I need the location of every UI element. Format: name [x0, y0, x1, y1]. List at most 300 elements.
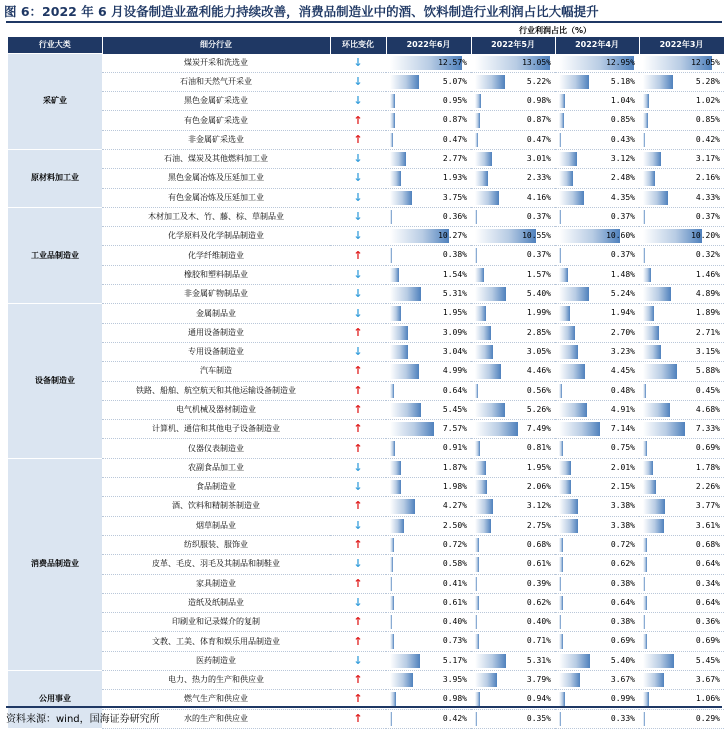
value-text: 0.69% — [695, 443, 720, 453]
value-cell — [639, 72, 724, 91]
arrow-up-icon: ↑ — [353, 402, 363, 416]
industry-name: 通用设备制造业 — [102, 323, 330, 342]
arrow-up-icon: ↑ — [353, 113, 363, 127]
change-arrow-cell — [330, 111, 386, 130]
change-arrow-cell — [330, 381, 386, 400]
value-cell — [386, 323, 471, 342]
value-text: 0.91% — [442, 443, 467, 453]
data-bar — [390, 403, 421, 417]
change-arrow-cell — [330, 149, 386, 168]
table-row — [8, 111, 724, 130]
value-text: 0.68% — [526, 539, 551, 549]
figure-title: 图 6：2022 年 6 月设备制造业盈利能力持续改善，消费品制造业中的酒、饮料制造行业利润占比大幅提升 — [4, 4, 599, 19]
value-text: 0.95% — [442, 96, 467, 106]
data-bar — [390, 171, 401, 185]
value-text: 0.34% — [695, 578, 720, 588]
value-text: 0.39% — [526, 578, 551, 588]
data-bar — [559, 306, 570, 320]
arrow-up-icon: ↑ — [353, 634, 363, 648]
data-bar — [559, 422, 600, 436]
data-bar — [559, 615, 561, 629]
value-cell — [471, 632, 555, 651]
value-text: 5.31% — [526, 655, 551, 665]
value-cell — [471, 400, 555, 419]
value-cell — [471, 420, 555, 439]
value-cell — [639, 285, 724, 304]
value-cell — [639, 400, 724, 419]
value-text: 3.95% — [442, 675, 467, 684]
value-text: 10.20% — [691, 231, 720, 241]
data-bar — [559, 538, 563, 552]
value-text: 0.29% — [695, 713, 720, 723]
value-text: 1.46% — [695, 269, 720, 279]
data-bar — [390, 673, 413, 687]
value-text: 4.33% — [695, 192, 720, 202]
value-text: 0.64% — [695, 559, 720, 569]
value-cell — [471, 516, 555, 535]
value-text: 0.42% — [695, 134, 720, 144]
value-cell — [471, 72, 555, 91]
table-row — [8, 246, 724, 265]
data-bar — [643, 499, 665, 513]
value-cell — [386, 342, 471, 361]
value-text: 5.31% — [442, 289, 467, 299]
data-bar — [475, 557, 479, 571]
value-cell — [471, 555, 555, 574]
value-cell — [471, 651, 555, 670]
value-text: 7.33% — [695, 424, 720, 434]
value-cell — [639, 342, 724, 361]
data-bar — [559, 113, 564, 127]
value-cell — [555, 574, 639, 593]
value-cell — [386, 478, 471, 497]
arrow-up-icon: ↑ — [353, 132, 363, 146]
value-text: 0.62% — [526, 597, 551, 607]
value-cell — [639, 420, 724, 439]
value-cell — [555, 92, 639, 111]
data-bar — [559, 326, 575, 340]
table-row — [8, 188, 724, 207]
value-text: 0.35% — [526, 713, 551, 723]
value-cell — [555, 111, 639, 130]
arrow-up-icon: ↑ — [353, 383, 363, 397]
data-bar — [475, 654, 506, 668]
col-header-category: 行业大类 — [8, 37, 102, 54]
value-text: 12.57% — [438, 57, 467, 67]
value-cell — [471, 342, 555, 361]
value-cell — [386, 72, 471, 91]
value-cell — [555, 651, 639, 670]
value-text: 12.05% — [691, 57, 720, 67]
data-bar — [643, 191, 668, 205]
data-bar — [643, 480, 656, 494]
value-cell — [471, 188, 555, 207]
value-cell — [471, 323, 555, 342]
value-text: 3.38% — [610, 520, 635, 530]
value-cell — [471, 593, 555, 612]
arrow-down-icon: ↓ — [353, 480, 363, 494]
value-cell — [386, 169, 471, 188]
data-bar — [559, 287, 589, 301]
value-text: 5.18% — [610, 76, 635, 86]
data-bar — [643, 75, 673, 89]
data-bar — [390, 364, 419, 378]
data-bar — [475, 538, 479, 552]
data-bar — [390, 654, 420, 668]
value-text: 1.54% — [442, 269, 467, 279]
data-bar — [559, 557, 563, 571]
value-text: 2.01% — [610, 462, 635, 472]
value-cell — [639, 111, 724, 130]
value-text: 0.37% — [526, 250, 551, 260]
value-cell — [471, 285, 555, 304]
header-row — [8, 37, 724, 54]
data-bar — [390, 345, 408, 359]
industry-name: 电力、热力的生产和供应业 — [102, 671, 330, 690]
data-bar — [475, 634, 479, 648]
arrow-down-icon: ↓ — [353, 518, 363, 532]
industry-name: 煤炭开采和洗选业 — [102, 54, 330, 73]
data-bar — [475, 519, 491, 533]
table-row — [8, 458, 724, 477]
value-cell — [386, 362, 471, 381]
data-bar — [559, 171, 573, 185]
value-text: 2.15% — [610, 482, 635, 492]
value-cell — [555, 207, 639, 226]
value-cell — [386, 304, 471, 323]
value-cell — [639, 362, 724, 381]
data-bar — [475, 191, 499, 205]
table-row — [8, 265, 724, 284]
industry-name: 食品制造业 — [102, 478, 330, 497]
value-text: 4.46% — [526, 366, 551, 376]
data-bar — [559, 248, 561, 262]
table-row — [8, 497, 724, 516]
data-bar — [475, 712, 477, 726]
data-bar — [390, 538, 394, 552]
arrow-up-icon: ↑ — [353, 325, 363, 339]
change-arrow-cell — [330, 188, 386, 207]
value-text: 4.68% — [695, 404, 720, 414]
value-text: 1.48% — [610, 269, 635, 279]
table-row — [8, 227, 724, 246]
industry-name: 铁路、船舶、航空航天和其他运输设备制造业 — [102, 381, 330, 400]
arrow-down-icon: ↓ — [353, 190, 363, 204]
data-bar — [390, 480, 401, 494]
value-text: 0.47% — [526, 134, 551, 144]
data-bar — [643, 152, 661, 166]
value-cell — [386, 632, 471, 651]
arrow-down-icon: ↓ — [353, 55, 363, 69]
change-arrow-cell — [330, 362, 386, 381]
value-text: 0.40% — [442, 617, 467, 627]
industry-name: 烟草制品业 — [102, 516, 330, 535]
value-text: 0.43% — [610, 134, 635, 144]
value-cell — [639, 555, 724, 574]
category-cell: 公用事业 — [8, 671, 102, 729]
industry-name: 非金属矿物制品业 — [102, 285, 330, 304]
data-bar — [643, 461, 653, 475]
value-cell — [555, 613, 639, 632]
data-bar — [643, 345, 661, 359]
data-bar — [559, 75, 589, 89]
value-text: 3.61% — [695, 520, 720, 530]
value-text: 5.40% — [526, 289, 551, 299]
value-cell — [471, 304, 555, 323]
value-cell — [386, 497, 471, 516]
data-bar — [390, 75, 419, 89]
table-row — [8, 400, 724, 419]
arrow-down-icon: ↓ — [353, 306, 363, 320]
super-header-spacer — [8, 25, 386, 37]
value-cell — [471, 207, 555, 226]
value-text: 0.85% — [695, 115, 720, 125]
value-text: 0.73% — [442, 636, 467, 646]
value-text: 1.94% — [610, 308, 635, 318]
arrow-down-icon: ↓ — [353, 345, 363, 359]
data-bar — [475, 210, 477, 224]
industry-name: 电气机械及器材制造业 — [102, 400, 330, 419]
col-header-industry: 细分行业 — [102, 37, 330, 54]
data-bar — [390, 287, 421, 301]
value-text: 3.12% — [610, 153, 635, 163]
change-arrow-cell — [330, 439, 386, 458]
value-text: 0.36% — [442, 211, 467, 221]
data-bar — [390, 191, 412, 205]
value-text: 2.16% — [695, 173, 720, 183]
data-bar — [390, 712, 392, 726]
industry-name: 化学原料及化学制品制造业 — [102, 227, 330, 246]
value-text: 0.85% — [610, 115, 635, 125]
value-cell — [639, 92, 724, 111]
value-text: 0.61% — [442, 597, 467, 607]
value-cell — [555, 671, 639, 690]
value-cell — [386, 381, 471, 400]
data-bar — [643, 634, 647, 648]
value-text: 0.47% — [442, 134, 467, 144]
value-cell — [471, 111, 555, 130]
table-row — [8, 362, 724, 381]
table-body — [8, 54, 724, 729]
value-text: 1.98% — [442, 482, 467, 492]
data-bar — [559, 152, 577, 166]
arrow-up-icon: ↑ — [353, 441, 363, 455]
value-text: 3.23% — [610, 346, 635, 356]
col-header-2022-06: 2022年6月 — [386, 37, 471, 54]
value-cell — [639, 188, 724, 207]
industry-name: 石油、煤炭及其他燃料加工业 — [102, 149, 330, 168]
value-cell — [386, 574, 471, 593]
data-bar — [559, 461, 571, 475]
value-cell — [639, 381, 724, 400]
value-text: 1.78% — [695, 462, 720, 472]
value-cell — [555, 342, 639, 361]
change-arrow-cell — [330, 671, 386, 690]
data-bar — [643, 596, 647, 610]
industry-name: 非金属矿采选业 — [102, 130, 330, 149]
table-row — [8, 555, 724, 574]
data-bar — [390, 596, 394, 610]
data-bar — [390, 422, 434, 436]
value-text: 5.88% — [695, 366, 720, 376]
value-cell — [639, 246, 724, 265]
industry-name: 仪器仪表制造业 — [102, 439, 330, 458]
value-cell — [386, 149, 471, 168]
industry-name: 专用设备制造业 — [102, 342, 330, 361]
value-cell — [555, 54, 639, 73]
value-text: 0.38% — [610, 578, 635, 588]
change-arrow-cell — [330, 651, 386, 670]
data-bar — [559, 345, 578, 359]
value-cell — [471, 478, 555, 497]
data-bar — [559, 712, 561, 726]
table-row — [8, 92, 724, 111]
data-bar — [390, 577, 392, 591]
value-cell — [555, 188, 639, 207]
data-bar — [559, 403, 587, 417]
data-bar — [559, 133, 561, 147]
value-cell — [386, 593, 471, 612]
value-text: 10.60% — [606, 231, 635, 241]
table-row — [8, 130, 724, 149]
value-cell — [555, 246, 639, 265]
data-bar — [643, 171, 655, 185]
value-text: 0.75% — [610, 443, 635, 453]
data-bar — [475, 152, 492, 166]
value-cell — [386, 439, 471, 458]
value-text: 0.42% — [442, 713, 467, 723]
value-text: 0.37% — [610, 250, 635, 260]
value-cell — [555, 169, 639, 188]
change-arrow-cell — [330, 207, 386, 226]
change-arrow-cell — [330, 54, 386, 73]
value-text: 2.77% — [442, 153, 467, 163]
col-header-2022-05: 2022年5月 — [471, 37, 555, 54]
data-bar — [559, 384, 562, 398]
value-text: 5.17% — [442, 655, 467, 665]
data-bar — [390, 615, 392, 629]
value-text: 1.02% — [695, 96, 720, 106]
value-text: 0.64% — [695, 597, 720, 607]
value-cell — [471, 149, 555, 168]
data-bar — [559, 480, 571, 494]
table-row — [8, 420, 724, 439]
value-text: 4.27% — [442, 501, 467, 511]
arrow-up-icon: ↑ — [353, 538, 363, 552]
value-text: 2.26% — [695, 482, 720, 492]
value-text: 0.61% — [526, 559, 551, 569]
data-bar — [475, 692, 480, 706]
industry-name: 有色金属冶炼及压延加工业 — [102, 188, 330, 207]
arrow-down-icon: ↓ — [353, 557, 363, 571]
value-text: 2.71% — [695, 327, 720, 337]
value-text: 3.15% — [695, 346, 720, 356]
value-text: 0.45% — [695, 385, 720, 395]
data-bar — [643, 654, 674, 668]
value-cell — [639, 613, 724, 632]
arrow-down-icon: ↓ — [353, 171, 363, 185]
industry-name: 家具制造业 — [102, 574, 330, 593]
industry-name: 酒、饮料和精制茶制造业 — [102, 497, 330, 516]
value-text: 4.91% — [610, 404, 635, 414]
arrow-down-icon: ↓ — [353, 653, 363, 667]
col-header-2022-04: 2022年4月 — [555, 37, 639, 54]
value-text: 0.37% — [695, 211, 720, 221]
data-bar — [643, 441, 647, 455]
table-row — [8, 574, 724, 593]
value-cell — [386, 54, 471, 73]
footer-rule — [6, 706, 722, 708]
industry-name: 黑色金属冶炼及压延加工业 — [102, 169, 330, 188]
data-bar — [643, 326, 659, 340]
value-cell — [471, 169, 555, 188]
value-cell — [386, 671, 471, 690]
data-bar — [475, 577, 477, 591]
value-text: 2.33% — [526, 173, 551, 183]
data-bar — [643, 248, 645, 262]
data-bar — [643, 692, 649, 706]
value-text: 5.26% — [526, 404, 551, 414]
value-cell — [555, 265, 639, 284]
data-bar — [475, 94, 481, 108]
value-cell — [471, 458, 555, 477]
data-bar — [559, 596, 563, 610]
value-text: 1.06% — [695, 694, 720, 704]
arrow-up-icon: ↑ — [353, 499, 363, 513]
value-cell — [639, 227, 724, 246]
data-bar — [390, 306, 401, 320]
value-text: 0.36% — [695, 617, 720, 627]
data-bar — [475, 403, 505, 417]
data-bar — [643, 519, 664, 533]
value-text: 2.85% — [526, 327, 551, 337]
value-text: 3.05% — [526, 346, 551, 356]
arrow-down-icon: ↓ — [353, 210, 363, 224]
arrow-up-icon: ↑ — [353, 711, 363, 725]
value-cell — [639, 458, 724, 477]
table-row — [8, 535, 724, 554]
data-bar — [559, 519, 578, 533]
table-row — [8, 478, 724, 497]
value-text: 3.75% — [442, 192, 467, 202]
data-bar — [475, 499, 493, 513]
value-text: 4.35% — [610, 192, 635, 202]
value-text: 2.50% — [442, 520, 467, 530]
value-text: 0.99% — [610, 694, 635, 704]
table-row — [8, 342, 724, 361]
value-cell — [639, 169, 724, 188]
value-cell — [639, 632, 724, 651]
value-cell — [639, 265, 724, 284]
value-text: 3.67% — [610, 675, 635, 684]
table-row — [8, 323, 724, 342]
value-text: 0.41% — [442, 578, 467, 588]
value-text: 13.05% — [522, 57, 551, 67]
data-bar — [559, 692, 565, 706]
value-text: 0.71% — [526, 636, 551, 646]
value-cell — [471, 92, 555, 111]
data-bar — [475, 480, 487, 494]
table-row — [8, 381, 724, 400]
change-arrow-cell — [330, 593, 386, 612]
value-text: 1.99% — [526, 308, 551, 318]
value-cell — [471, 54, 555, 73]
value-cell — [471, 246, 555, 265]
change-arrow-cell — [330, 420, 386, 439]
change-arrow-cell — [330, 246, 386, 265]
change-arrow-cell — [330, 709, 386, 728]
value-text: 2.70% — [610, 327, 635, 337]
